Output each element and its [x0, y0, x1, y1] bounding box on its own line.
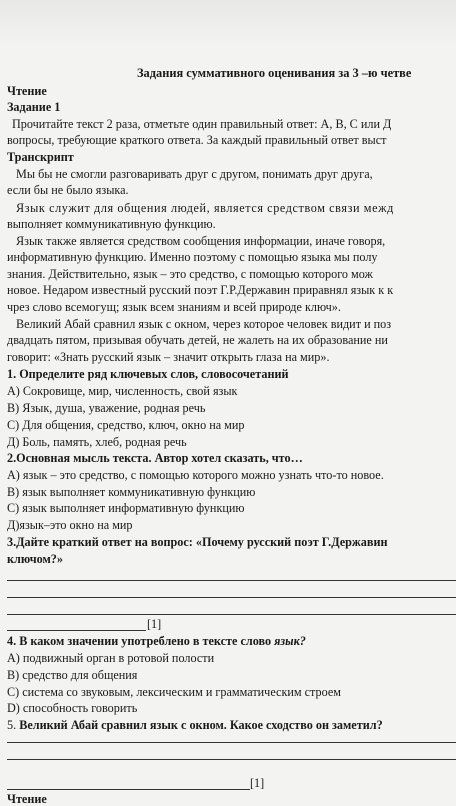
- q3-answer-line-short[interactable]: [7, 630, 146, 631]
- q2-option-b[interactable]: В) язык выполняет коммуникативную функцию: [7, 485, 256, 499]
- transcript-heading: Транскрипт: [7, 150, 74, 164]
- q3-answer-line[interactable]: [7, 597, 456, 598]
- transcript-line: говорит: «Знать русский язык – значит открыть глаза на мир».: [7, 350, 330, 364]
- q3-answer-line[interactable]: [7, 614, 456, 615]
- question-4-text: 4. В каком значении употреблено в тексте слово: [7, 634, 275, 648]
- q4-option-a[interactable]: А) подвижный орган в ротовой полости: [7, 651, 215, 665]
- question-5-number: 5.: [7, 718, 20, 732]
- footer-section-heading: Чтение: [7, 792, 47, 806]
- page-title: Задания суммативного оценивания за 3 –ю четве: [137, 66, 412, 80]
- question-2: 2.Основная мысль текста. Автор хотел сказать, что…: [7, 451, 303, 465]
- q1-option-c[interactable]: С) Для общения, средство, ключ, окно на мир: [7, 418, 245, 432]
- q1-option-a[interactable]: А) Сокровище, мир, численность, свой язык: [7, 384, 238, 398]
- question-5-text: Великий Абай сравнил язык с окном. Какое сходство он заметил?: [19, 718, 383, 732]
- transcript-line: если бы не было языка.: [7, 183, 129, 197]
- instruction-line-2: вопросы, требующие краткого ответа. За каждый правильный ответ выст: [7, 133, 387, 147]
- question-4: [7, 634, 306, 648]
- transcript-line: новое. Недаром известный русский поэт Г.Р.Державин приравнял язык к к: [7, 283, 394, 297]
- task-heading: Задание 1: [7, 100, 61, 114]
- q4-option-c[interactable]: С) система со звуковым, лексическим и грамматическим строем: [7, 685, 341, 699]
- transcript-line: Язык также является средством сообщения информации, иначе говоря,: [16, 234, 386, 248]
- q1-option-d[interactable]: Д) Боль, память, хлеб, родная речь: [7, 435, 187, 449]
- question-4-word: язык?: [274, 634, 306, 648]
- instruction-line-1: Прочитайте текст 2 раза, отметьте один правильный ответ: А, В, С или Д: [12, 117, 392, 131]
- question-3-line-1: 3.Дайте краткий ответ на вопрос: «Почему русский поэт Г.Державин: [7, 535, 388, 549]
- section-heading-reading: Чтение: [7, 84, 47, 98]
- question-3-line-2: ключом?»: [7, 552, 63, 566]
- transcript-line: двадцать пятом, призывая обучать детей, не жалеть на их образование ни: [7, 333, 388, 347]
- q2-option-d[interactable]: Д)язык–это окно на мир: [7, 518, 133, 532]
- transcript-line: выполняет коммуникативную функцию.: [7, 217, 216, 231]
- q2-option-a[interactable]: А) язык – это средство, с помощью которого можно узнать что-то новое.: [7, 468, 384, 482]
- q2-option-c[interactable]: С) язык выполняет информативную функцию: [7, 501, 245, 515]
- q3-score-mark: [1]: [147, 617, 162, 631]
- question-5: [7, 718, 383, 732]
- q5-score-mark: [1]: [250, 776, 265, 790]
- transcript-line: чрез слово всемогущ; язык всем знаниям и всей природе ключ».: [7, 300, 341, 314]
- q5-answer-line[interactable]: [7, 742, 456, 743]
- q4-option-d[interactable]: D) способность говорить: [7, 701, 138, 715]
- q4-option-b[interactable]: В) средство для общения: [7, 668, 138, 682]
- transcript-line: Великий Абай сравнил язык с окном, через которое человек видит и поз: [16, 317, 392, 331]
- transcript-line: информативную функцию. Именно поэтому с помощью языка мы полу: [7, 250, 378, 264]
- q3-answer-line[interactable]: [7, 580, 456, 581]
- transcript-line: знания. Действительно, язык – это средство, с помощью которого мож: [7, 267, 373, 281]
- question-1: 1. Определите ряд ключевых слов, словосочетаний: [7, 367, 289, 381]
- q5-answer-line[interactable]: [7, 759, 456, 760]
- q5-answer-line-short[interactable]: [7, 789, 250, 790]
- transcript-line: Язык служит для общения людей, является средством связи межд: [16, 201, 394, 215]
- scan-edge-shadow: [0, 0, 456, 48]
- q1-option-b[interactable]: В) Язык, душа, уважение, родная речь: [7, 401, 206, 415]
- transcript-line: Мы бы не смогли разговаривать друг с другом, понимать друг друга,: [16, 167, 373, 181]
